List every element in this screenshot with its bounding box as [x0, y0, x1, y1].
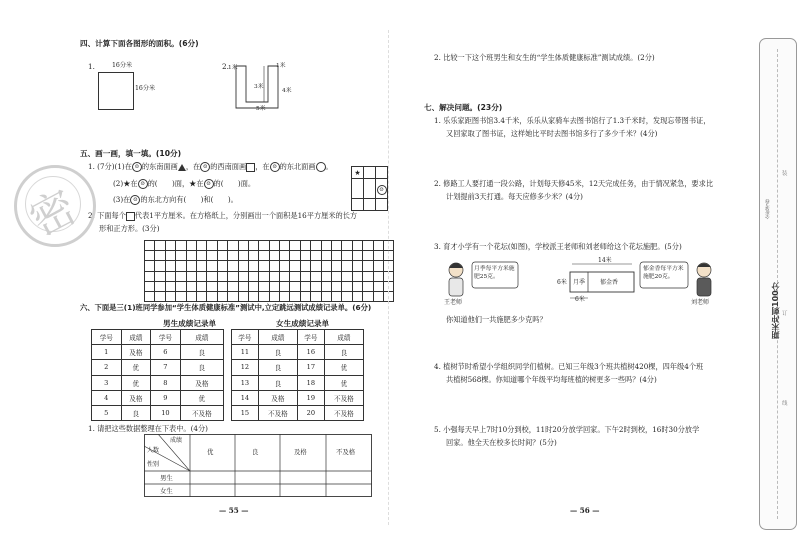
boys-cell: 及格 [121, 345, 151, 360]
grid-cell[interactable] [145, 281, 155, 291]
grid-cell[interactable] [290, 251, 300, 261]
grid-cell[interactable] [290, 291, 300, 301]
grid-cell[interactable] [207, 241, 217, 251]
grid-cell[interactable] [300, 261, 310, 271]
boys-cell: 8 [151, 375, 181, 390]
problem3-question: 你知道他们一共施肥多少克吗？ [446, 315, 547, 324]
grid-cell[interactable] [176, 291, 186, 301]
u-left-label: 1米 [228, 65, 238, 71]
sidebar-brand: 期末冲刺100分 [771, 282, 780, 339]
square-icon [246, 163, 255, 172]
grid-cell[interactable] [155, 291, 165, 301]
grid-cell[interactable] [207, 251, 217, 261]
grid-cell[interactable] [373, 241, 383, 251]
grid-cell[interactable] [290, 271, 300, 281]
grid-cell[interactable] [238, 271, 248, 281]
problem3-line1: 3. 育才小学有一个花坛(如图)，学校派王老师和刘老师给这个花坛施肥。(5分) [434, 242, 682, 251]
girls-row [232, 375, 364, 390]
girls-cell: 不及格 [258, 405, 297, 420]
summary-col-jige: 及格 [294, 448, 307, 456]
grid-cell[interactable] [207, 261, 217, 271]
grid-cell[interactable] [196, 251, 206, 261]
grid-cell[interactable] [196, 271, 206, 281]
corner-bottom: 性别 [147, 461, 160, 468]
page-number-right: — 56 — [570, 506, 600, 515]
summary-col-bujige: 不及格 [336, 448, 356, 456]
grid-cell[interactable] [155, 281, 165, 291]
boys-cell: 6 [151, 345, 181, 360]
grid-cell[interactable] [332, 261, 342, 271]
grid-cell[interactable] [259, 291, 269, 301]
grid-cell[interactable] [155, 261, 165, 271]
grid-cell[interactable] [155, 251, 165, 261]
boys-cell: 良 [180, 345, 223, 360]
grid-cell[interactable] [259, 281, 269, 291]
girls-header-cell: 成绩 [258, 330, 297, 345]
grid-cell[interactable] [155, 271, 165, 281]
grid-cell[interactable] [238, 241, 248, 251]
page-number-left: — 55 — [219, 506, 249, 515]
grid-cell[interactable] [332, 241, 342, 251]
boys-cell: 良 [121, 405, 151, 420]
boys-cell: 7 [151, 360, 181, 375]
summary-row-girls: 女生 [160, 487, 173, 495]
drawing-grid[interactable] [144, 240, 394, 302]
teacher-right-label: 刘老师 [691, 299, 710, 306]
girls-cell: 优 [324, 375, 363, 390]
grid-star: ★ [352, 167, 364, 179]
problem4-line1: 4. 植树节时希望小学组织同学们植树。已知三年级3个班共植树420棵，四年级4个班 [434, 362, 704, 371]
girls-header-cell: 学号 [297, 330, 324, 345]
grid-cell[interactable] [363, 291, 373, 301]
grid-cell[interactable] [259, 261, 269, 271]
grid-cell[interactable] [165, 261, 175, 271]
girls-cell: 16 [297, 345, 324, 360]
grid-cell[interactable] [269, 241, 279, 251]
girls-cell: 良 [258, 345, 297, 360]
sidebar-mark-2: 订 [782, 311, 788, 317]
girls-cell: 不及格 [324, 405, 363, 420]
grid-cell[interactable] [186, 291, 196, 301]
grid-cell[interactable] [373, 291, 383, 301]
grid-cell[interactable] [248, 241, 258, 251]
smiley-icon: ☺ [200, 162, 210, 172]
grid-cell[interactable] [176, 281, 186, 291]
smiley-icon: ☺ [377, 185, 387, 195]
problem5-line1: 5. 小强每天早上7时10分到校，11时20分放学回家。下午2时到校，16时30分放学 [434, 425, 700, 434]
grid-cell[interactable] [352, 281, 362, 291]
grid-cell[interactable] [217, 281, 227, 291]
boys-cell: 2 [92, 360, 122, 375]
grid-cell[interactable] [280, 271, 290, 281]
boys-cell: 及格 [121, 390, 151, 405]
girls-cell: 不及格 [324, 390, 363, 405]
grid-cell[interactable] [238, 291, 248, 301]
boys-cell: 优 [121, 375, 151, 390]
girls-cell: 18 [297, 375, 324, 390]
grid-cell[interactable] [248, 291, 258, 301]
grid-cell[interactable] [259, 251, 269, 261]
grid-cell[interactable] [363, 261, 373, 271]
grid-cell[interactable] [321, 291, 331, 301]
grid-cell[interactable] [321, 271, 331, 281]
summary-col-you: 优 [207, 448, 214, 456]
grid-cell[interactable] [290, 241, 300, 251]
grid-cell[interactable] [269, 281, 279, 291]
grid-cell[interactable] [186, 261, 196, 271]
boys-cell: 3 [92, 375, 122, 390]
section5-title: 五、画一画，填一填。(10分) [80, 149, 182, 158]
grid-cell[interactable] [280, 291, 290, 301]
bed-bottom-label: 6米 [575, 296, 585, 303]
grid-cell[interactable] [176, 271, 186, 281]
grid-cell[interactable] [311, 291, 321, 301]
grid-cell[interactable] [165, 251, 175, 261]
grid-cell[interactable] [373, 261, 383, 271]
grid-cell[interactable] [196, 291, 206, 301]
right-q2: 2. 比较一下这个班男生和女生的“学生体质健康标准”测试成绩。(2分) [434, 53, 655, 62]
grid-cell[interactable] [238, 281, 248, 291]
grid-cell[interactable] [311, 241, 321, 251]
boys-row [92, 375, 224, 390]
grid-cell[interactable] [321, 241, 331, 251]
grid-cell[interactable] [280, 281, 290, 291]
girls-cell: 17 [297, 360, 324, 375]
grid-cell[interactable] [228, 251, 238, 261]
grid-cell[interactable] [238, 261, 248, 271]
grid-cell[interactable] [363, 241, 373, 251]
sidebar-sub: 全优考卷 [765, 199, 771, 219]
direction-grid [351, 166, 388, 211]
grid-cell[interactable] [300, 251, 310, 261]
grid-cell[interactable] [165, 241, 175, 251]
corner-top: 成绩 [170, 437, 183, 444]
section6-title: 六、下面是三(1)班同学参加“学生体质健康标准”测试中,立定跳远测试成绩记录单。(6分) [80, 303, 372, 312]
grid-cell[interactable] [311, 251, 321, 261]
girls-cell: 11 [232, 345, 259, 360]
girls-cell: 13 [232, 375, 259, 390]
problem5-line2: 回家。他全天在校多长时间？(5分) [446, 438, 557, 447]
grid-cell[interactable] [290, 261, 300, 271]
boys-cell: 良 [180, 360, 223, 375]
grid-cell[interactable] [342, 241, 352, 251]
boys-cell: 及格 [180, 375, 223, 390]
grid-cell[interactable] [373, 271, 383, 281]
problem1-line2: 又回家取了图书证，这样她比平时去图书馆多行了多少千米？(4分) [446, 129, 658, 138]
grid-cell[interactable] [342, 291, 352, 301]
grid-cell[interactable] [186, 251, 196, 261]
grid-cell[interactable] [145, 261, 155, 271]
grid-cell[interactable] [269, 271, 279, 281]
boys-cell: 1 [92, 345, 122, 360]
grid-cell[interactable] [248, 251, 258, 261]
grid-cell[interactable] [373, 251, 383, 261]
grid-cell[interactable] [259, 271, 269, 281]
section7-title: 七、解决问题。(23分) [424, 103, 503, 112]
grid-cell[interactable] [207, 291, 217, 301]
grid-cell[interactable] [321, 251, 331, 261]
grid-cell[interactable] [259, 241, 269, 251]
problem2-line1: 2. 修路工人要打通一段公路，计划每天修45米，12天完成任务，由于情况紧急，要求比 [434, 179, 714, 188]
grid-cell[interactable] [176, 251, 186, 261]
boys-header-row [92, 330, 224, 345]
square-top-label: 16分米 [112, 62, 133, 69]
bed-left-label: 6米 [557, 279, 567, 286]
grid-cell[interactable] [332, 291, 342, 301]
teacher-left-label: 王老师 [444, 299, 463, 306]
grid-cell[interactable] [321, 281, 331, 291]
girls-table-title: 女生成绩记录单 [276, 319, 330, 328]
grid-cell[interactable] [352, 291, 362, 301]
section5-q2-line2: 形和正方形。(3分) [99, 224, 160, 233]
girls-header-cell: 成绩 [324, 330, 363, 345]
boys-cell: 优 [121, 360, 151, 375]
bed-inner-right: 郁金香 [600, 279, 619, 286]
boys-cell: 5 [92, 405, 122, 420]
boys-header-cell: 成绩 [180, 330, 223, 345]
boys-row [92, 345, 224, 360]
section6-q1: 1. 请把这些数据整理在下表中。(4分) [88, 424, 208, 433]
triangle-icon [178, 164, 186, 171]
grid-cell[interactable] [186, 281, 196, 291]
girls-cell: 良 [258, 375, 297, 390]
grid-cell[interactable] [248, 261, 258, 271]
girls-cell: 优 [324, 360, 363, 375]
sidebar-mark-1: 装 [782, 171, 788, 177]
summary-row-boys: 男生 [160, 474, 173, 482]
grid-cell[interactable] [186, 271, 196, 281]
grid-cell[interactable] [217, 251, 227, 261]
boys-header-cell: 成绩 [121, 330, 151, 345]
grid-cell[interactable] [290, 281, 300, 291]
grid-cell[interactable] [238, 251, 248, 261]
corner-mid: 人数 [147, 447, 160, 454]
grid-cell[interactable] [207, 271, 217, 281]
grid-cell[interactable] [186, 241, 196, 251]
grid-cell[interactable] [352, 251, 362, 261]
square-side-label: 16分米 [135, 85, 156, 92]
square-figure [98, 72, 134, 110]
grid-cell[interactable] [352, 261, 362, 271]
grid-cell[interactable] [217, 271, 227, 281]
section5-q1-line3: (3)在 ☺ 的东北方向有( )和( )。 [113, 195, 238, 204]
grid-cell[interactable] [217, 261, 227, 271]
grid-cell[interactable] [228, 271, 238, 281]
grid-cell[interactable] [363, 271, 373, 281]
boys-header-cell: 学号 [92, 330, 122, 345]
girls-cell: 14 [232, 390, 259, 405]
grid-cell[interactable] [363, 251, 373, 261]
girls-cell: 12 [232, 360, 259, 375]
q2-number: 2. [222, 62, 229, 71]
grid-cell[interactable] [176, 241, 186, 251]
bed-top-label: 14米 [598, 257, 612, 264]
star-icon: ★ [123, 179, 131, 188]
grid-cell[interactable] [342, 271, 352, 281]
grid-cell[interactable] [217, 291, 227, 301]
grid-cell[interactable] [300, 241, 310, 251]
circle-icon [316, 162, 326, 172]
boys-cell: 4 [92, 390, 122, 405]
grid-cell[interactable] [352, 271, 362, 281]
boys-cell: 优 [180, 390, 223, 405]
girls-row [232, 390, 364, 405]
grid-cell[interactable] [228, 291, 238, 301]
problem4-line2: 共植树568棵。你知道哪个年级平均每班植的树更多一些吗？(4分) [446, 375, 657, 384]
boys-header-cell: 学号 [151, 330, 181, 345]
u-right-label: 4米 [282, 88, 292, 94]
grid-cell[interactable] [176, 261, 186, 271]
girls-row [232, 360, 364, 375]
grid-cell[interactable] [165, 271, 175, 281]
grid-cell[interactable] [196, 261, 206, 271]
girls-cell: 15 [232, 405, 259, 420]
problem2-line2: 计划提前3天打通。每天应修多少米？(4分) [446, 192, 583, 201]
smiley-icon: ☺ [132, 162, 142, 172]
grid-cell[interactable] [228, 241, 238, 251]
grid-cell[interactable] [342, 281, 352, 291]
girls-cell: 19 [297, 390, 324, 405]
grid-cell[interactable] [332, 251, 342, 261]
grid-cell[interactable] [342, 251, 352, 261]
summary-col-liang: 良 [252, 448, 259, 456]
grid-cell[interactable] [165, 291, 175, 301]
section4-title: 四、计算下面各图形的面积。(6分) [80, 39, 199, 48]
binding-sidebar [759, 38, 797, 530]
girls-header-cell: 学号 [232, 330, 259, 345]
boys-row [92, 360, 224, 375]
grid-cell[interactable] [248, 281, 258, 291]
grid-cell[interactable] [269, 291, 279, 301]
grid-cell[interactable] [155, 241, 165, 251]
bed-inner-left: 月季 [573, 279, 586, 286]
watermark-seal [14, 165, 96, 247]
boys-row [92, 390, 224, 405]
star-icon: ★ [189, 179, 197, 188]
section5-q1-line1: 1. (7分)(1)在 ☺ 的东南面画 ，在 ☺ 的西南面画 ，在 ☺ 的东北面画 。 [88, 162, 333, 171]
grid-cell[interactable] [228, 261, 238, 271]
sidebar-mark-3: 线 [782, 401, 788, 407]
u-mid-label: 3米 [254, 84, 264, 90]
grid-cell[interactable] [217, 241, 227, 251]
grid-cell[interactable] [373, 281, 383, 291]
q1-number: 1. [88, 62, 95, 71]
girls-cell: 良 [324, 345, 363, 360]
u-right-top-label: 1米 [276, 63, 286, 69]
grid-cell[interactable] [332, 271, 342, 281]
summary-table [144, 434, 372, 497]
grid-cell[interactable] [228, 281, 238, 291]
boys-cell: 不及格 [180, 405, 223, 420]
problem1-line1: 1. 乐乐家距图书馆3.4千米，乐乐从家骑车去图书馆行了1.3千米时，发现忘带图书证， [434, 116, 711, 125]
girls-record-table [231, 329, 364, 421]
boys-table-title: 男生成绩记录单 [163, 319, 217, 328]
bubble-left: 月季每平方米施肥25克。 [474, 266, 515, 280]
grid-cell[interactable] [342, 261, 352, 271]
grid-cell[interactable] [300, 271, 310, 281]
grid-cell[interactable] [145, 251, 155, 261]
smiley-icon: ☺ [204, 179, 214, 189]
u-bottom-label: 5米 [256, 106, 266, 112]
grid-cell[interactable] [145, 291, 155, 301]
smiley-icon: ☺ [138, 179, 148, 189]
girls-cell: 良 [258, 360, 297, 375]
grid-cell[interactable] [280, 251, 290, 261]
grid-cell[interactable] [165, 281, 175, 291]
grid-cell[interactable] [207, 281, 217, 291]
boys-row [92, 405, 224, 420]
grid-cell[interactable] [352, 241, 362, 251]
grid-cell[interactable] [300, 281, 310, 291]
grid-cell[interactable] [311, 271, 321, 281]
grid-cell[interactable] [269, 251, 279, 261]
grid-cell[interactable] [311, 281, 321, 291]
girls-header-row [232, 330, 364, 345]
unit-square-icon [126, 212, 135, 221]
grid-cell[interactable] [300, 291, 310, 301]
boys-record-table [91, 329, 224, 421]
grid-cell[interactable] [196, 241, 206, 251]
section5-q2-line1: 2. 下面每个 代表1平方厘米。在方格纸上，分别画出一个面积是16平方厘米的长方 [88, 211, 358, 220]
smiley-icon: ☺ [270, 162, 280, 172]
grid-cell[interactable] [248, 271, 258, 281]
page-divider [388, 30, 389, 525]
girls-row [232, 345, 364, 360]
grid-cell[interactable] [269, 261, 279, 271]
bubble-right: 郁金香每平方米施肥20克。 [643, 266, 684, 280]
girls-row [232, 405, 364, 420]
grid-cell[interactable] [332, 281, 342, 291]
watermark-char: 密 [21, 181, 85, 247]
grid-cell[interactable] [196, 281, 206, 291]
boys-cell: 9 [151, 390, 181, 405]
grid-cell[interactable] [363, 281, 373, 291]
girls-cell: 及格 [258, 390, 297, 405]
grid-cell[interactable] [145, 271, 155, 281]
boys-cell: 10 [151, 405, 181, 420]
section5-q1-line2: (2)★在 ☺ 的( )面，★在 ☺ 的( )面。 [113, 179, 256, 188]
grid-cell[interactable] [280, 261, 290, 271]
grid-cell[interactable] [280, 241, 290, 251]
girls-cell: 20 [297, 405, 324, 420]
grid-cell[interactable] [311, 261, 321, 271]
grid-cell[interactable] [145, 241, 155, 251]
grid-cell[interactable] [321, 261, 331, 271]
smiley-icon: ☺ [130, 195, 140, 205]
